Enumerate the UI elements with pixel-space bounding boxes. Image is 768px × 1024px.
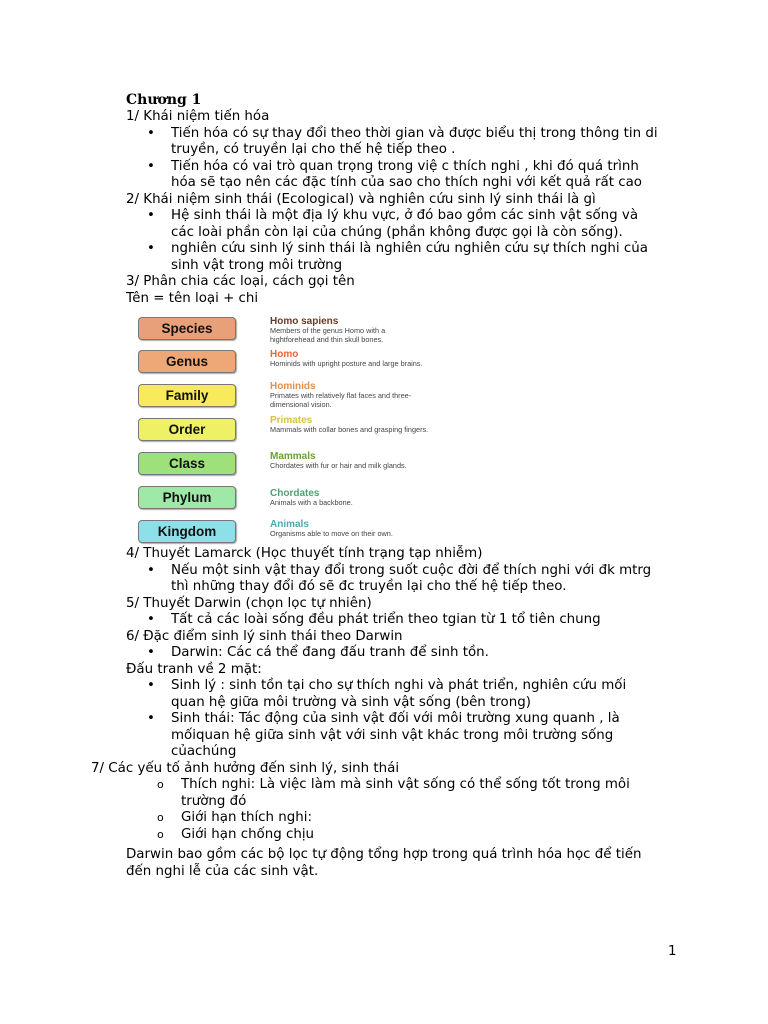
- taxon-name: Primates: [270, 415, 313, 426]
- taxon-name: Mammals: [270, 451, 316, 462]
- bullet-item: • Nếu một sinh vật thay đổi trong suốt cuộc đời để thích nghi với đk mtrg: [171, 563, 651, 580]
- rank-label: Genus: [165, 354, 208, 369]
- rank-order-box: [138, 418, 236, 441]
- taxon-description: Chordates with fur or hair and milk glands.: [270, 461, 407, 470]
- naming-formula: Tên = tên loại + chi: [126, 291, 259, 306]
- sub-bullet-continuation-text: trường đó: [181, 794, 247, 809]
- rank-species-box: [138, 317, 236, 340]
- rank-class-box: [138, 452, 236, 475]
- taxon-description: Primates with relatively flat faces and three-dimensional vision.: [270, 391, 412, 409]
- page-number: 1: [668, 944, 677, 959]
- taxon-name: Chordates: [270, 488, 320, 499]
- section-heading-3: 3/ Phân chia các loại, cách gọi tên: [126, 274, 355, 289]
- section-heading-1: 1/ Khái niệm tiến hóa: [126, 109, 270, 124]
- bullet-continuation: các loài phần còn lại của chúng (phần không được gọi là còn sống).: [171, 225, 623, 240]
- taxon-description: Animals with a backbone.: [270, 498, 353, 507]
- taxon-description: Organisms able to move on their own.: [270, 529, 393, 538]
- taxon-name: Homo: [270, 349, 299, 360]
- bullet-continuation: truyền, có truyền lại cho thế hệ tiếp theo .: [171, 142, 456, 157]
- bullet-continuation: thì những thay đổi đó sẽ đc truyền lại cho thế hệ tiếp theo.: [171, 579, 567, 594]
- rank-genus-box: [138, 350, 236, 373]
- bullet-item: • nghiên cứu sinh lý sinh thái là nghiên cứu nghiên cứu sự thích nghi của: [171, 241, 648, 258]
- bullet-item: • Sinh lý : sinh tồn tại cho sự thích nghi và phát triển, nghiên cứu mối: [171, 678, 626, 695]
- bullet-continuation: sinh vật trong môi trường: [171, 258, 343, 273]
- taxon-name: Animals: [270, 519, 309, 530]
- taxon-name: Hominids: [270, 381, 316, 392]
- section-heading-4: 4/ Thuyết Lamarck (Học thuyết tính trạng tạp nhiễm): [126, 546, 483, 561]
- struggle-intro: Đấu tranh về 2 mặt:: [126, 662, 262, 677]
- taxon-description: Mammals with collar bones and grasping fingers.: [270, 425, 429, 434]
- bullet-item: • Tiến hóa có sự thay đổi theo thời gian và được biểu thị trong thông tin di: [171, 126, 658, 143]
- rank-family-box: [138, 384, 236, 407]
- bullet-item: • Tất cả các loài sống đều phát triển theo tgian từ 1 tổ tiên chung: [171, 612, 601, 629]
- bullet-continuation: quan hệ giữa môi trường và sinh vật sống (bên trong): [171, 695, 531, 710]
- bullet-item: • Sinh thái: Tác động của sinh vật đối với môi trường xung quanh , là: [171, 711, 620, 728]
- rank-label: Order: [168, 422, 206, 437]
- rank-label: Family: [165, 388, 209, 403]
- section-heading-5: 5/ Thuyết Darwin (chọn lọc tự nhiên): [126, 596, 372, 611]
- bullet-item: • Darwin: Các cá thể đang đấu tranh để sinh tồn.: [171, 645, 489, 662]
- taxon-description: Members of the genus Homo with a hightforehead and thin skull bones.: [270, 326, 386, 344]
- closing-paragraph-line: đến nghi lễ của các sinh vật.: [126, 864, 319, 879]
- sub-bullet-item: o Giới hạn chống chịu: [181, 827, 314, 844]
- taxon-description: Hominids with upright posture and large brains.: [270, 359, 423, 368]
- closing-paragraph-line: Darwin bao gồm các bộ lọc tự động tổng hợp trong quá trình hóa học để tiến: [126, 847, 642, 862]
- sub-bullet-item: o Thích nghi: Là việc làm mà sinh vật sống có thể sống tốt trong môi: [181, 777, 630, 794]
- rank-kingdom-box: [138, 520, 236, 543]
- bullet-continuation: củachúng: [171, 744, 237, 759]
- section-heading-2: 2/ Khái niệm sinh thái (Ecological) và nghiên cứu sinh lý sinh thái là gì: [126, 192, 596, 207]
- rank-phylum-box: [138, 486, 236, 509]
- rank-label: Phylum: [162, 490, 212, 505]
- chapter-title: Chương 1: [126, 92, 202, 108]
- rank-label: Kingdom: [157, 524, 217, 539]
- section-heading-7: 7/ Các yếu tố ảnh hưởng đến sinh lý, sinh thái: [91, 761, 400, 776]
- sub-bullet-item: o Giới hạn thích nghi:: [181, 810, 312, 827]
- rank-label: Species: [161, 321, 213, 336]
- taxon-name: Homo sapiens: [270, 316, 339, 327]
- bullet-item: • Hệ sinh thái là một địa lý khu vực, ở đó bao gồm các sinh vật sống và: [171, 208, 638, 225]
- rank-label: Class: [168, 456, 206, 471]
- taxonomy-figure: [136, 312, 436, 548]
- section-heading-6: 6/ Đặc điểm sinh lý sinh thái theo Darwin: [126, 629, 403, 644]
- bullet-continuation: hóa sẽ tạo nên các đặc tính của sao cho thích nghi với kết quả rất cao: [171, 175, 642, 190]
- bullet-continuation: mốiquan hệ giữa sinh vật với sinh vật khác trong môi trường sống: [171, 728, 614, 743]
- bullet-item: • Tiến hóa có vai trò quan trọng trong việ c thích nghi , khi đó quá trình: [171, 159, 639, 176]
- sub-bullet-continuation: [181, 794, 246, 811]
